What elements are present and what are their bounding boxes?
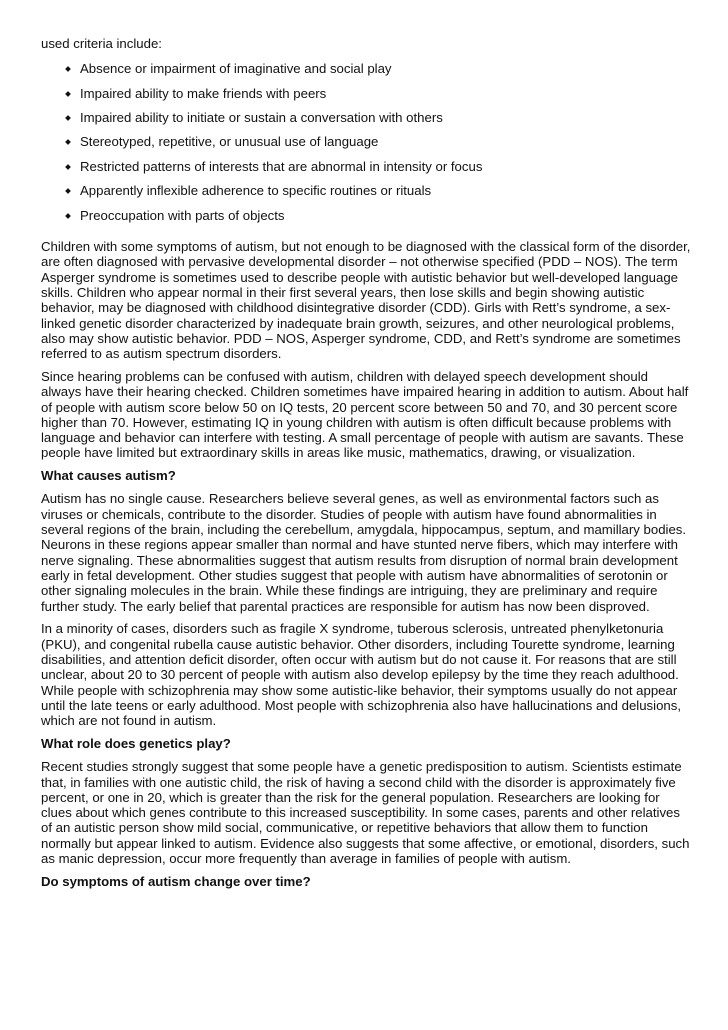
list-item [66,61,691,85]
list-item [66,134,691,158]
diamond-bullet-icon [65,188,71,194]
criteria-intro: used criteria include: [41,36,162,51]
list-item-text: Restricted patterns of interests that are abnormal in intensity or focus [80,158,483,174]
paragraph-related-disorders: In a minority of cases, disorders such as fragile X syndrome, tuberous sclerosis, untreated phenylketonuria (PKU), and congenital rubella cause autistic behavior. Other disorders, including Tourette syndrome, learning disabilities, and attention deficit disorder, often occur with autism but do not cause it. For reasons that are still unclear, about 20 to 30 percent of people with autism also develop epilepsy by the time they reach adulthood. While people with schizophrenia may show some autistic-like behavior, their symptoms usually do not appear until the late teens or early adulthood. Most people with schizophrenia also have hallucinations and delusions, which are not found in autism. [41,621,681,729]
list-item-text: Stereotyped, repetitive, or unusual use of language [80,134,379,150]
diamond-bullet-icon [65,140,71,146]
heading-symptoms-over-time: Do symptoms of autism change over time? [41,873,311,889]
paragraph-hearing-iq: Since hearing problems can be confused with autism, children with delayed speech development should always have their hearing checked. Children sometimes have impaired hearing in addition to autism. About half of people with autism score below 50 on IQ tests, 20 percent score between 50 and 70, and 30 percent score higher than 70. However, estimating IQ in young children with autism is often difficult because problems with language and behavior can interfere with testing. A small percentage of people with autism are savants. These people have limited but extraordinary skills in areas like music, mathematics, drawing, or visualization. [41,368,689,461]
paragraph-causes: Autism has no single cause. Researchers believe several genes, as well as environmental factors such as viruses or chemicals, contribute to the disorder. Studies of people with autism have found abnormalities in several regions of the brain, including the cerebellum, amygdala, hippocampus, septum, and mamillary bodies. Neurons in these regions appear smaller than normal and have stunted nerve fibers, which may interfere with nerve signaling. These abnormalities suggest that autism results from disruption of normal brain development early in fetal development. Other studies suggest that people with autism have abnormalities of serotonin or other signaling molecules in the brain. While these findings are intriguing, they are preliminary and require further study. The early belief that parental practices are responsible for autism has now been disproved. [41,491,687,614]
list-item-text: Apparently inflexible adherence to specific routines or rituals [80,183,432,199]
diamond-bullet-icon [65,91,71,97]
heading-genetics: What role does genetics play? [41,735,231,751]
list-item [66,183,691,207]
list-item [66,110,691,134]
paragraph-pdd-nos: Children with some symptoms of autism, but not enough to be diagnosed with the classical form of the disorder, are often diagnosed with pervasive developmental disorder – not otherwise specified (PDD – NOS). The term Asperger syndrome is sometimes used to describe people with autistic behavior but well-developed language skills. Children who appear normal in their first several years, then lose skills and begin showing autistic behavior, may be diagnosed with childhood disintegrative disorder (CDD). Girls with Rett’s syndrome, a sex-linked genetic disorder characterized by inadequate brain growth, seizures, and other neurological problems, also may show autistic behavior. PDD – NOS, Asperger syndrome, CDD, and Rett’s syndrome are sometimes referred to as autism spectrum disorders. [41,239,691,362]
diamond-bullet-icon [65,115,71,121]
criteria-list [41,61,691,232]
list-item [66,208,691,232]
diamond-bullet-icon [65,164,71,170]
document-page [41,36,691,897]
list-item-text: Absence or impairment of imaginative and social play [80,61,392,77]
list-item-text: Impaired ability to make friends with peers [80,85,327,101]
list-item-text: Impaired ability to initiate or sustain a conversation with others [80,110,443,126]
diamond-bullet-icon [65,213,71,219]
heading-causes: What causes autism? [41,468,176,484]
list-item-text: Preoccupation with parts of objects [80,207,285,223]
diamond-bullet-icon [65,66,71,72]
paragraph-genetics: Recent studies strongly suggest that some people have a genetic predisposition to autism. Scientists estimate that, in families with one autistic child, the risk of having a second child with the disorder is approximately five percent, or one in 20, which is greater than the risk for the general population. Researchers are looking for clues about which genes contribute to this increased susceptibility. In some cases, parents and other relatives of an autistic person show mild social, communicative, or repetitive behaviors that allow them to function normally but appear linked to autism. Evidence also suggests that some affective, or emotional, disorders, such as manic depression, occur more frequently than average in families of people with autism. [41,759,690,867]
list-item [66,86,691,110]
list-item [66,159,691,183]
